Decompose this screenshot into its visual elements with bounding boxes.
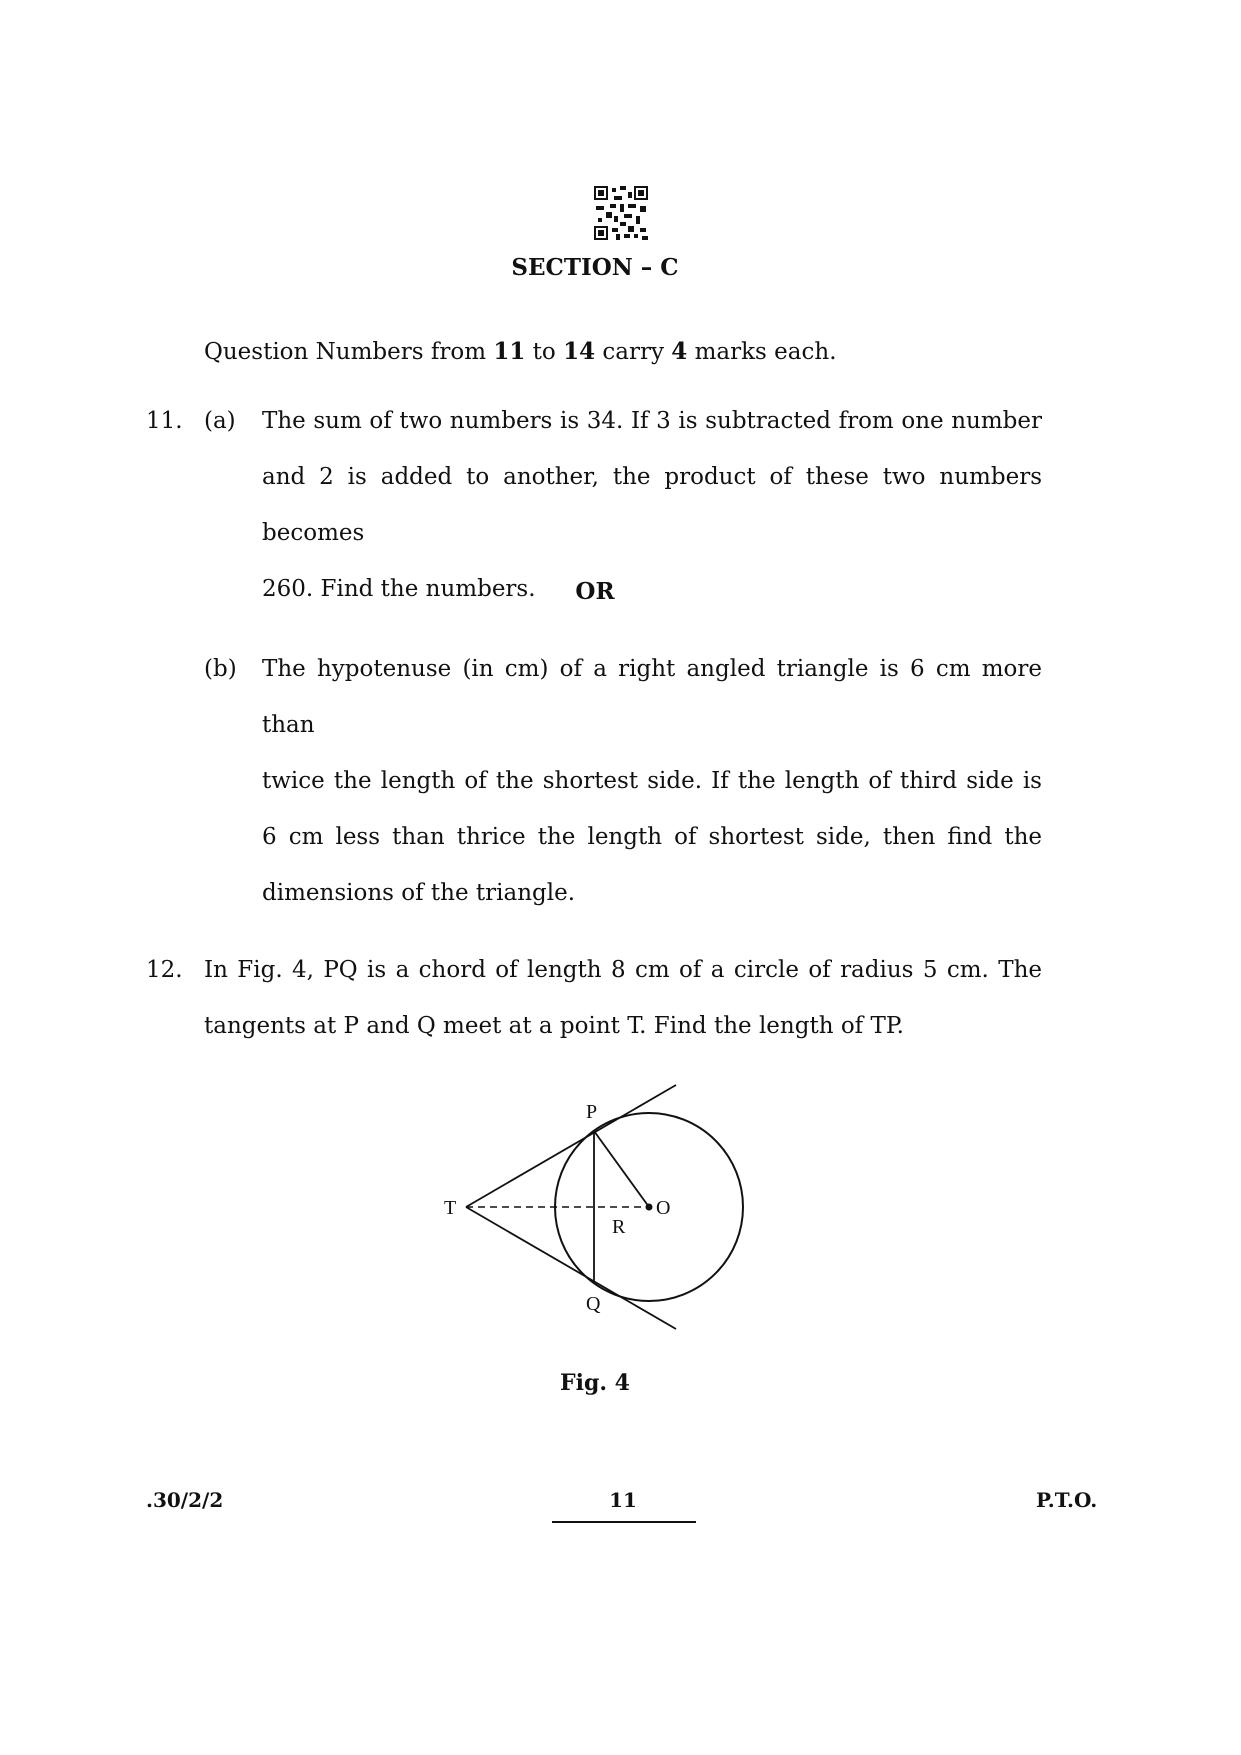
question-11-option-b-label: (b) [204,656,237,682]
label-o: O [656,1197,671,1219]
section-instructions [204,324,837,380]
q11a-line: and 2 is added to another, the product of these two numbers becomes [262,464,1042,546]
q12-line: In Fig. 4, PQ is a chord of length 8 cm of a circle of radius 5 cm. The [204,957,1042,983]
instructions-prefix: Question Numbers from [204,339,494,365]
instructions-to: 14 [563,338,596,365]
paper-code: .30/2/2 [146,1488,224,1512]
label-t: T [444,1197,457,1219]
tangent-tp [466,1085,676,1207]
q12-line: tangents at P and Q meet at a point T. Find the length of TP. [204,1013,904,1039]
instructions-from: 11 [493,338,526,365]
label-r: R [612,1216,626,1238]
figure-caption: Fig. 4 [560,1370,630,1396]
q11a-line: The sum of two numbers is 34. If 3 is subtracted from one number [262,408,1042,434]
question-12-number: 12. [146,957,183,983]
figure-4-diagram [400,1060,800,1350]
label-q: Q [586,1293,601,1315]
question-11-number: 11. [146,408,183,434]
label-p: P [586,1101,598,1123]
instructions-suffix: marks each. [687,339,837,365]
q11b-line: The hypotenuse (in cm) of a right angled triangle is 6 cm more than [262,656,1042,738]
q11b-line: twice the length of the shortest side. If the length of third side is [262,768,1042,794]
q11b-line: 6 cm less than thrice the length of shortest side, then find the [262,824,1042,850]
page-number-underline [552,1521,696,1523]
radius-op [594,1131,649,1207]
section-title: SECTION – C [511,254,679,281]
instructions-mid: to [525,339,564,365]
q11a-line: 260. Find the numbers. [262,576,536,602]
or-separator: OR [575,578,615,605]
question-11-option-b-text [262,641,1042,921]
question-12-text [204,942,1042,1054]
tangent-tq [466,1207,676,1329]
centre-point [646,1204,653,1211]
page-number: 11 [609,1488,637,1512]
instructions-marks: 4 [671,338,688,365]
instructions-mid2: carry [595,339,672,365]
qr-code [594,186,648,240]
please-turn-over: P.T.O. [1036,1488,1098,1512]
q11b-line: dimensions of the triangle. [262,880,576,906]
question-11-option-a-label: (a) [204,408,236,434]
